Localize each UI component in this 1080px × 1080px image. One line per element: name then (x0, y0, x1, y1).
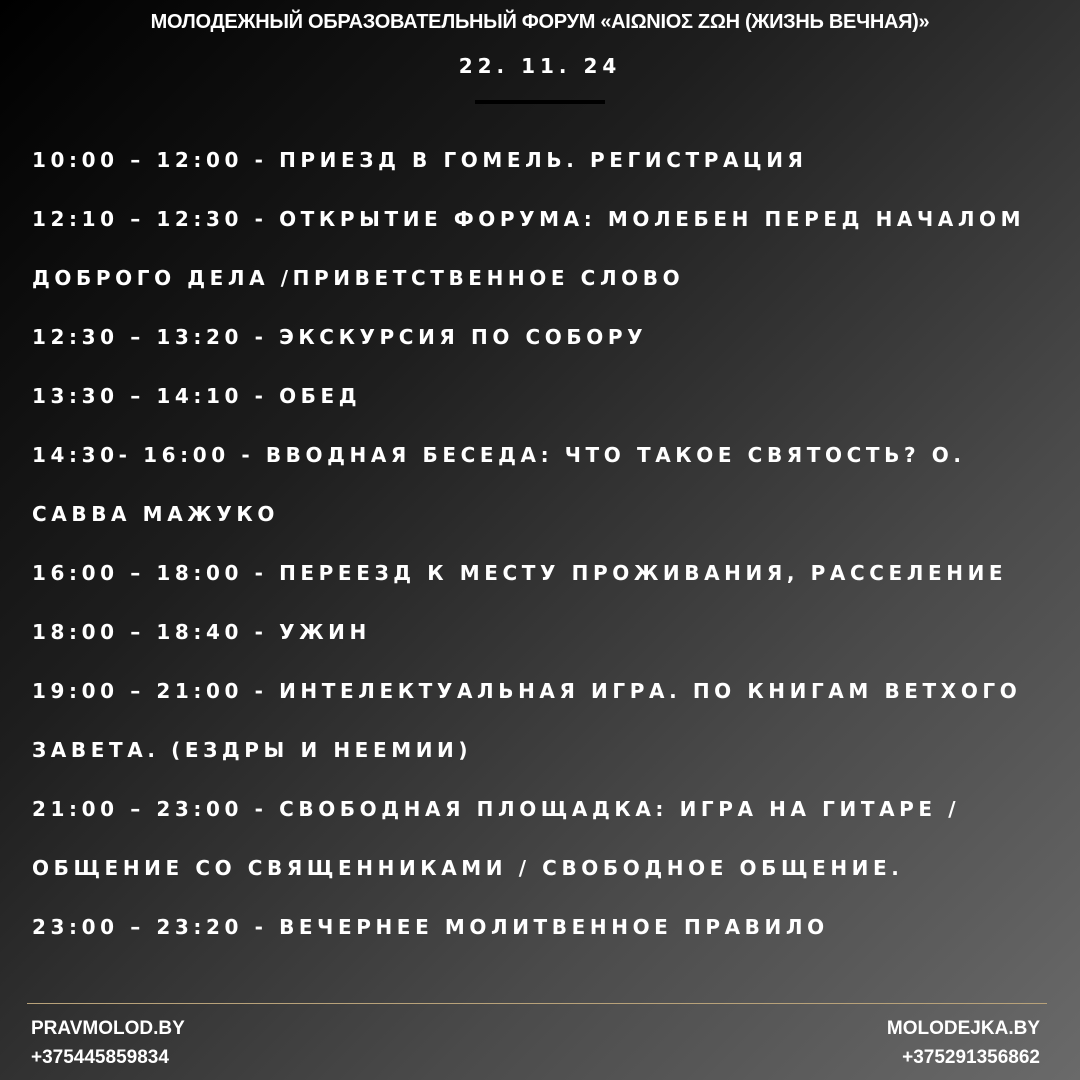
event-date: 22. 11. 24 (458, 54, 622, 78)
schedule-item: 14:30- 16:00 - ВВОДНАЯ БЕСЕДА: ЧТО ТАКОЕ СВЯТОСТЬ? О. САВВА МАЖУКО (32, 443, 966, 526)
schedule-item: 13:30 – 14:10 - ОБЕД (32, 384, 362, 408)
schedule-item: 16:00 – 18:00 - ПЕРЕЕЗД К МЕСТУ ПРОЖИВАНИЯ, РАССЕЛЕНИЕ (32, 561, 1008, 585)
schedule-list (32, 131, 1042, 957)
footer-site-link-right[interactable]: MOLODEJKA.BY (886, 1018, 1040, 1039)
schedule-item: 12:10 – 12:30 - ОТКРЫТИЕ ФОРУМА: МОЛЕБЕН ПЕРЕД НАЧАЛОМ ДОБРОГО ДЕЛА /ПРИВЕТСТВЕННОЕ СЛОВО (32, 207, 1026, 290)
footer-left (31, 1014, 185, 1072)
schedule-item: 10:00 – 12:00 - ПРИЕЗД В ГОМЕЛЬ. РЕГИСТРАЦИЯ (32, 148, 808, 172)
footer-phone-right[interactable]: +375291356862 (902, 1047, 1040, 1068)
footer-phone-left[interactable]: +375445859834 (31, 1047, 169, 1068)
schedule-item: 18:00 – 18:40 - УЖИН (32, 620, 371, 644)
footer-site-link-left[interactable]: PRAVMOLOD.BY (31, 1018, 185, 1039)
schedule-item: 21:00 – 23:00 - СВОБОДНАЯ ПЛОЩАДКА: ИГРА НА ГИТАРЕ / ОБЩЕНИЕ СО СВЯЩЕННИКАМИ / СВОБОДНОЕ ОБЩЕНИЕ. (32, 797, 961, 880)
schedule-item: 23:00 – 23:20 - ВЕЧЕРНЕЕ МОЛИТВЕННОЕ ПРАВИЛО (32, 915, 829, 939)
date-divider (475, 100, 605, 104)
schedule-item: 19:00 – 21:00 - ИНТЕЛЕКТУАЛЬНАЯ ИГРА. ПО КНИГАМ ВЕТХОГО ЗАВЕТА. (ЕЗДРЫ И НЕЕМИИ) (32, 679, 1022, 762)
footer-right (887, 1014, 1040, 1072)
schedule-item: 12:30 – 13:20 - ЭКСКУРСИЯ ПО СОБОРУ (32, 325, 648, 349)
footer-divider (27, 1003, 1047, 1004)
page-title: МОЛОДЕЖНЫЙ ОБРАЗОВАТЕЛЬНЫЙ ФОРУМ «ΑΙΩΝΙΟΣ ΖΩΗ (ЖИЗНЬ ВЕЧНАЯ)» (150, 11, 930, 33)
